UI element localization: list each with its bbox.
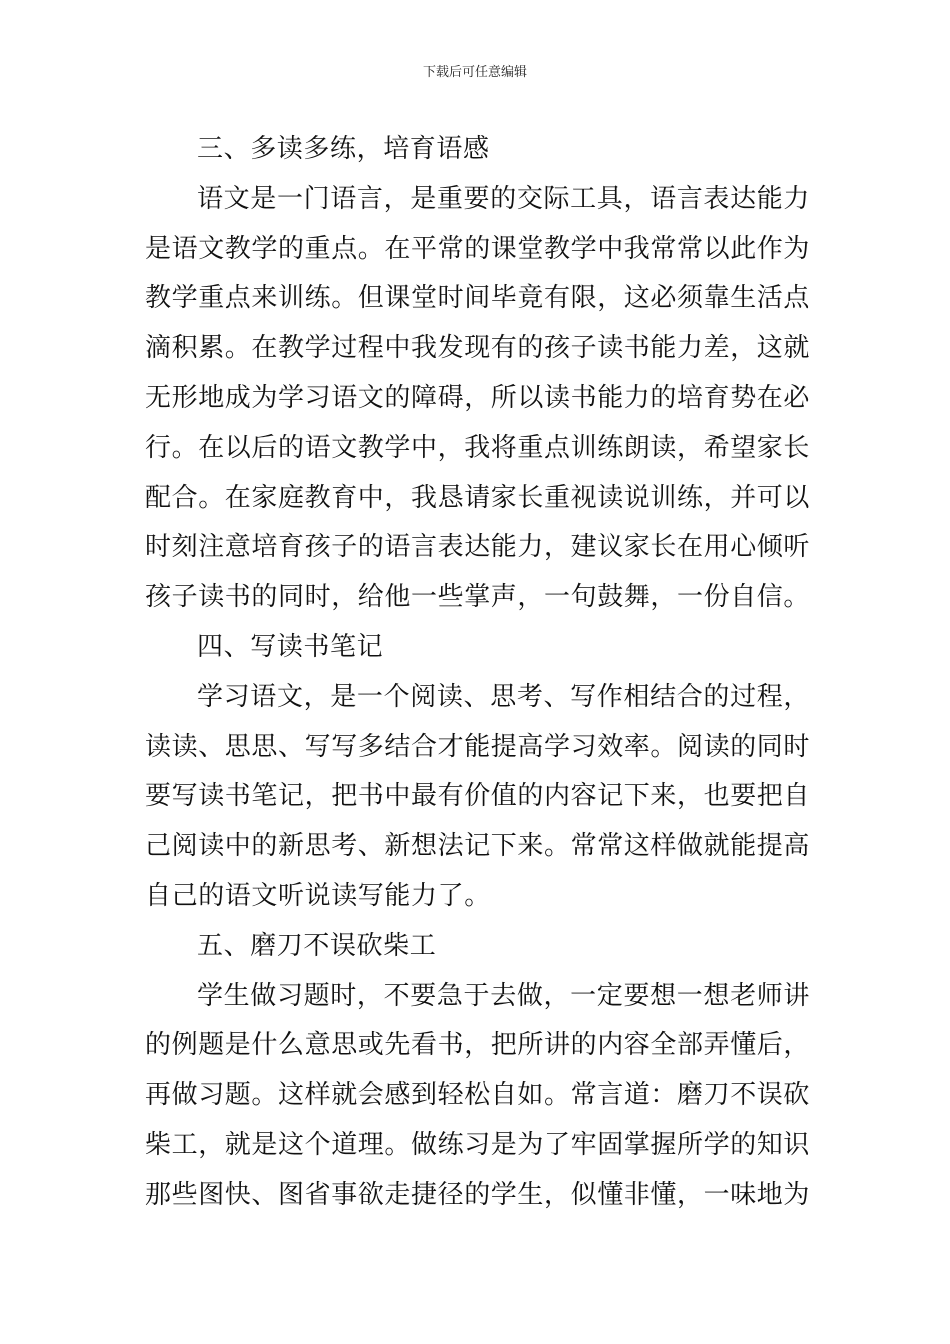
section-paragraph-4: 学习语文，是一个阅读、思考、写作相结合的过程，读读、思思、写写多结合才能提高学习效率。阅读的同时要写读书笔记，把书中最有价值的内容记下来，也要把自己阅读中的新思考、新想法记下来。常常这样做就能提高自己的语文听说读写能力了。 xyxy=(145,681,811,911)
header-note: 下载后可任意编辑 xyxy=(422,65,527,80)
section-heading-3: 三、多读多练，培育语感 xyxy=(197,134,490,164)
document-body xyxy=(145,125,810,1221)
section-paragraph-5: 学生做习题时，不要急于去做，一定要想一想老师讲的例题是什么意思或先看书，把所讲的内容全部弄懂后，再做习题。这样就会感到轻松自如。常言道：磨刀不误砍柴工，就是这个道理。做练习是为了牢固掌握所学的知识那些图快、图省事欲走捷径的学生，似懂非懂，一味地为 xyxy=(145,980,811,1210)
section-paragraph-3: 语文是一门语言，是重要的交际工具，语言表达能力是语文教学的重点。在平常的课堂教学中我常常以此作为教学重点来训练。但课堂时间毕竟有限，这必须靠生活点滴积累。在教学过程中我发现有的孩子读书能力差，这就无形地成为学习语文的障碍，所以读书能力的培育势在必行。在以后的语文教学中，我将重点训练朗读，希望家长配合。在家庭教育中，我恳请家长重视读说训练，并可以时刻注意培育孩子的语言表达能力，建议家长在用心倾听孩子读书的同时，给他一些掌声，一句鼓舞，一份自信。 xyxy=(145,183,811,613)
section-heading-4: 四、写读书笔记 xyxy=(197,631,384,662)
section-heading-5: 五、磨刀不误砍柴工 xyxy=(197,930,437,961)
